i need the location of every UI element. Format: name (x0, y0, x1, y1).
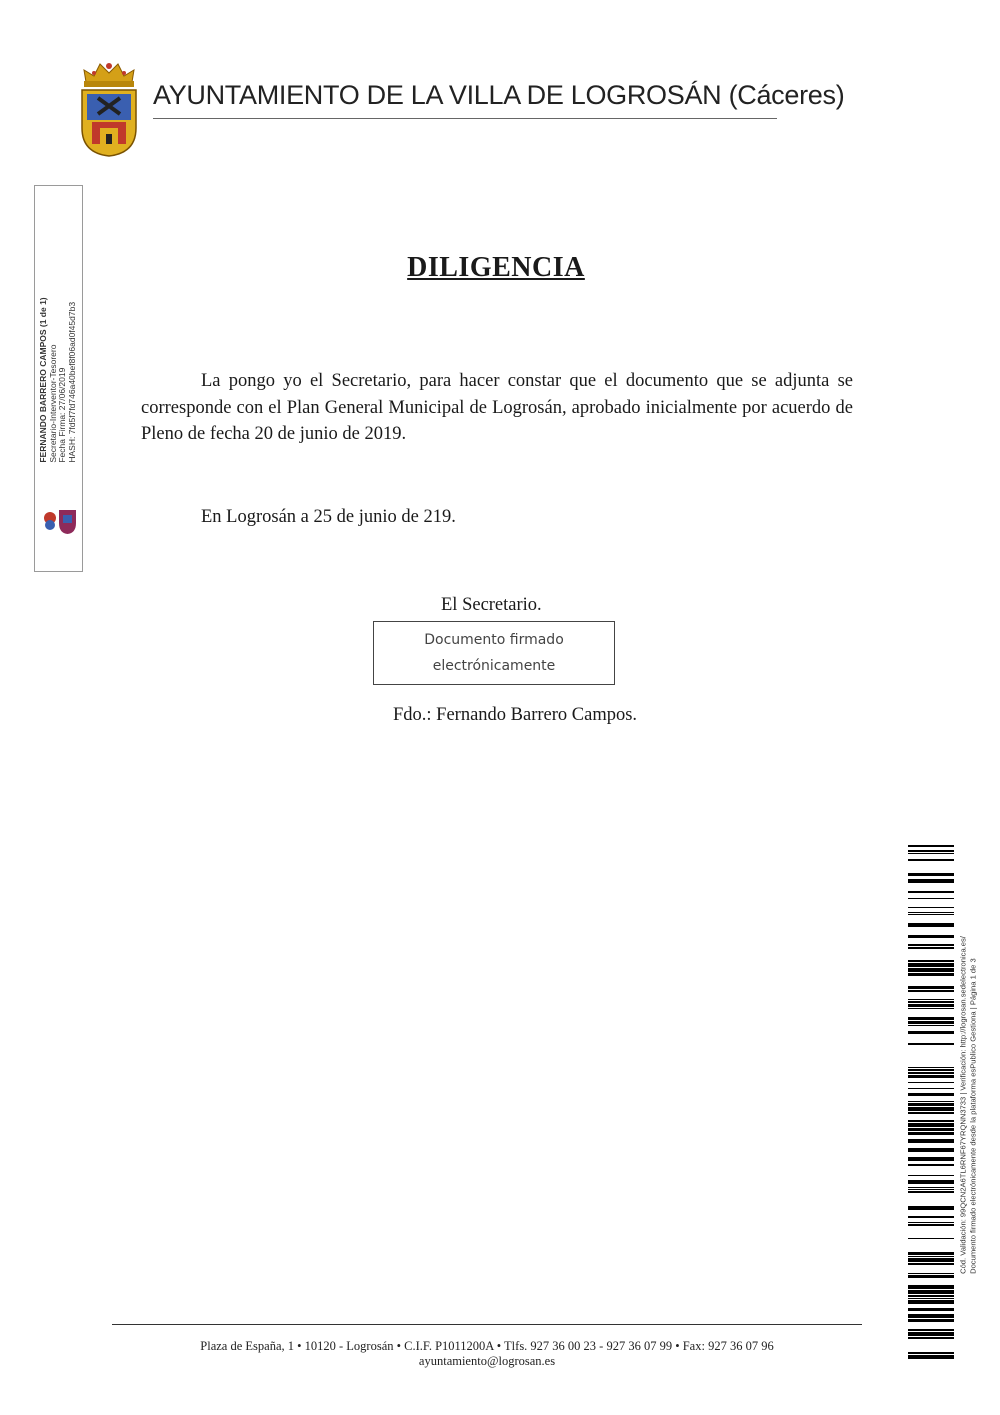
signature-date-line: Fecha Firma: 27/06/2019 (57, 367, 67, 463)
barcode-bar (908, 968, 954, 972)
barcode-bar (908, 1123, 954, 1127)
footer-divider (112, 1324, 862, 1325)
barcode-bar (908, 1021, 954, 1024)
barcode-bar (908, 1001, 954, 1003)
barcode-bar (908, 935, 954, 938)
barcode-bar (908, 986, 954, 989)
barcode-bar (908, 1043, 954, 1045)
barcode-bar (908, 1275, 954, 1278)
barcode-bar (908, 1008, 954, 1009)
barcode-bar (908, 1187, 954, 1188)
barcode-bar (908, 963, 954, 967)
barcode-bar (908, 1075, 954, 1078)
barcode-bar (908, 1314, 954, 1318)
barcode-bar (908, 923, 954, 927)
barcode-bar (908, 1285, 954, 1289)
municipality-title: AYUNTAMIENTO DE LA VILLA DE LOGROSÁN (Cáceres) (153, 80, 845, 110)
barcode-bar (908, 1222, 954, 1223)
barcode-bar (908, 1112, 954, 1114)
place-and-date: En Logrosán a 25 de junio de 219. (201, 507, 456, 527)
barcode-bar (908, 1273, 954, 1274)
barcode-bar (908, 1175, 954, 1176)
barcode-bar (908, 1128, 954, 1131)
footer-email: ayuntamiento@logrosan.es (418, 1354, 556, 1368)
barcode-bar (908, 1101, 954, 1102)
barcode-bar (908, 1258, 954, 1262)
signature-box-line-2: electrónicamente (432, 658, 556, 674)
barcode-bar (908, 1017, 954, 1020)
barcode-bar (908, 1355, 954, 1359)
document-title: DILIGENCIA (407, 252, 585, 283)
barcode-bar (908, 1189, 954, 1190)
barcode-bar (908, 853, 954, 854)
barcode-bar (908, 944, 954, 946)
barcode-bar (908, 1132, 954, 1135)
footer-contact (112, 1339, 862, 1369)
barcode-bar (908, 907, 954, 908)
barcode-bar (908, 1148, 954, 1152)
barcode-bar (908, 1252, 954, 1255)
barcode-bar (908, 1290, 954, 1294)
barcode-bar (908, 1308, 954, 1311)
barcode-bar (908, 1088, 954, 1089)
barcode-bar (908, 1107, 954, 1111)
barcode-bar (908, 1238, 954, 1239)
barcode-bar (908, 1298, 954, 1299)
barcode-bar (908, 960, 954, 962)
barcode-bar (908, 1332, 954, 1336)
barcode-bar (908, 1216, 954, 1218)
footer-address-line: Plaza de España, 1 • 10120 - Logrosán • C.I.F. P1011200A • Tlfs. 927 36 00 23 - 927 36 07 99 • Fax: 927 36 07 96 (200, 1339, 774, 1353)
barcode-bar (908, 1139, 954, 1143)
barcode-bar (908, 1206, 954, 1210)
barcode-bar (908, 1004, 954, 1007)
verification-platform-line: Documento firmado electrónicamente desde la plataforma esPublico Gestiona | Página 1 de 3 (968, 958, 977, 1274)
barcode-bar (908, 1067, 954, 1068)
barcode-bar (908, 1300, 954, 1304)
barcode-bar (908, 1180, 954, 1184)
barcode-bar (908, 1103, 954, 1106)
barcode-bar (908, 990, 954, 992)
barcode-bar (908, 873, 954, 876)
signer-name: Fdo.: Fernando Barrero Campos. (393, 705, 638, 725)
secretary-label: El Secretario. (441, 595, 542, 615)
barcode-bar (908, 1295, 954, 1297)
verification-code-line: Cód. Validación: 99QCN2A6TL6RNF67YRQNN3733 | Verificación: http://logrosan.sedelectronica.es/ (958, 936, 968, 1274)
validation-barcode (908, 845, 954, 1365)
barcode-bar (908, 1329, 954, 1331)
barcode-bar (908, 891, 954, 893)
barcode-bar (908, 1120, 954, 1122)
barcode-bar (908, 912, 954, 913)
barcode-bar (908, 1191, 954, 1193)
barcode-bar (908, 1164, 954, 1166)
diligence-body-text: La pongo yo el Secretario, para hacer constar que el documento que se adjunta se corresponde con el Plan General Municipal de Logrosán, aprobado inicialmente por acuerdo de Pleno de fecha 20 de junio de 2019. (141, 371, 853, 444)
municipal-coat-of-arms (78, 58, 140, 158)
barcode-bar (908, 947, 954, 949)
barcode-bar (908, 1093, 954, 1096)
signer-role-line: Secretario-Interventor-Tesorero (47, 344, 58, 463)
barcode-bar (908, 1352, 954, 1354)
electronic-signature-box (373, 621, 615, 685)
barcode-bar (908, 1025, 954, 1026)
barcode-bar (908, 850, 954, 852)
barcode-bar (908, 1337, 954, 1339)
barcode-bar (908, 1263, 954, 1265)
small-crest-icon (42, 507, 78, 535)
barcode-bar (908, 1072, 954, 1074)
barcode-bar (908, 859, 954, 861)
signature-hash-line: HASH: 7fd5f7fd746a40bef8f06ad0f45d7b3 (66, 301, 77, 463)
barcode-bar (908, 973, 954, 976)
barcode-bar (908, 914, 954, 915)
barcode-bar (908, 879, 954, 883)
barcode-bar (908, 1319, 954, 1322)
barcode-bar (908, 1031, 954, 1034)
barcode-bar (908, 1224, 954, 1226)
header-divider (153, 118, 777, 119)
barcode-bar (908, 1256, 954, 1257)
barcode-bar (908, 845, 954, 847)
barcode-bar (908, 1082, 954, 1083)
signature-box-line-1: Documento firmado (424, 632, 564, 648)
barcode-bar (908, 999, 954, 1000)
barcode-bar (908, 1157, 954, 1161)
barcode-bar (908, 1069, 954, 1071)
signer-name-line: FERNANDO BARRERO CAMPOS (1 de 1) (38, 297, 48, 463)
barcode-bar (908, 898, 954, 899)
